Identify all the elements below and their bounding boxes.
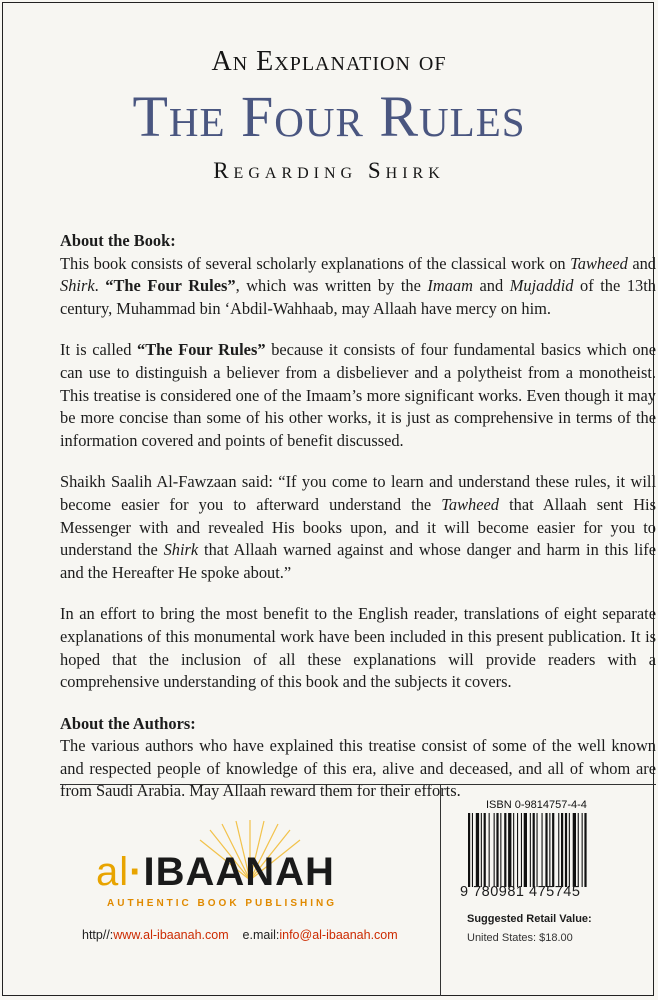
- about-authors-heading: About the Authors:: [60, 713, 196, 733]
- book-title: The Four Rules: [132, 84, 526, 149]
- back-cover-text: [60, 230, 656, 822]
- logo-dot: ·: [129, 850, 144, 894]
- about-book-heading: About the Book:: [60, 231, 176, 250]
- isbn-label: ISBN 0-9814757-4-4: [486, 799, 587, 811]
- email-link[interactable]: info@al-ibaanah.com: [279, 928, 398, 942]
- publisher-tagline: AUTHENTIC BOOK PUBLISHING: [107, 898, 337, 909]
- price-value: United States: $18.00: [467, 932, 573, 944]
- title-line-3: Regarding Shirk: [213, 158, 445, 183]
- publisher-contact: [82, 928, 398, 942]
- footer-divider: [60, 784, 656, 785]
- about-authors-paragraph: The various authors who have explained this treatise consist of some of the well known and respected people of knowledge of this era, alive and deceased, and all of whom are from Saudi Arabia. May Allaah reward them for their efforts.: [60, 736, 656, 801]
- about-book-paragraph-1: This book consists of several scholarly explanations of the classical work on Tawheed and Shirk. “The Four Rules”, which was written by the Imaam and Mujaddid of the 13th century, Muhammad bin ‘Abdil-Wahhaab, may Allaah have mercy on him.: [60, 253, 656, 318]
- logo-prefix: al: [96, 850, 130, 894]
- about-book-paragraph-4: In an effort to bring the most benefit to the English reader, translations of eight separate explanations of this monumental work have been included in this present publication. It is hoped that the inclusion of all these explanations will provide readers with a comprehensive understanding of this book and the subjects it covers.: [60, 604, 656, 692]
- title-line-1: An Explanation of: [211, 46, 447, 77]
- barcode-number: 9 780981 475745: [460, 884, 581, 900]
- about-book-paragraph-3: Shaikh Saalih Al-Fawzaan said: “If you come to learn and understand these rules, it will become easier for you to afterward understand the Tawheed that Allaah sent His Messenger with and revealed His books upon, and it will become easier for you to understand the Shirk that Allaah warned against and whose danger and harm in this life and the Hereafter He spoke about.”: [60, 472, 656, 582]
- web-label: http//:: [82, 928, 114, 942]
- email-label: e.mail:: [242, 928, 280, 942]
- website-link[interactable]: www.al-ibaanah.com: [113, 928, 229, 942]
- logo-wordmark: [96, 850, 335, 895]
- about-book-paragraph-2: It is called “The Four Rules” because it consists of four fundamental basics which one can use to distinguish a believer from a disbeliever and a polytheist from a monotheist. This treatise is considered one of the Imaam’s more significant works. Even though it may be more concise than some of his other works, it is just as comprehensive in terms of the information covered and points of benefit discussed.: [60, 340, 656, 450]
- price-label: Suggested Retail Value:: [467, 913, 592, 925]
- barcode-divider: [440, 784, 441, 996]
- logo-name: IBAANAH: [143, 850, 335, 894]
- barcode-icon: [466, 813, 616, 887]
